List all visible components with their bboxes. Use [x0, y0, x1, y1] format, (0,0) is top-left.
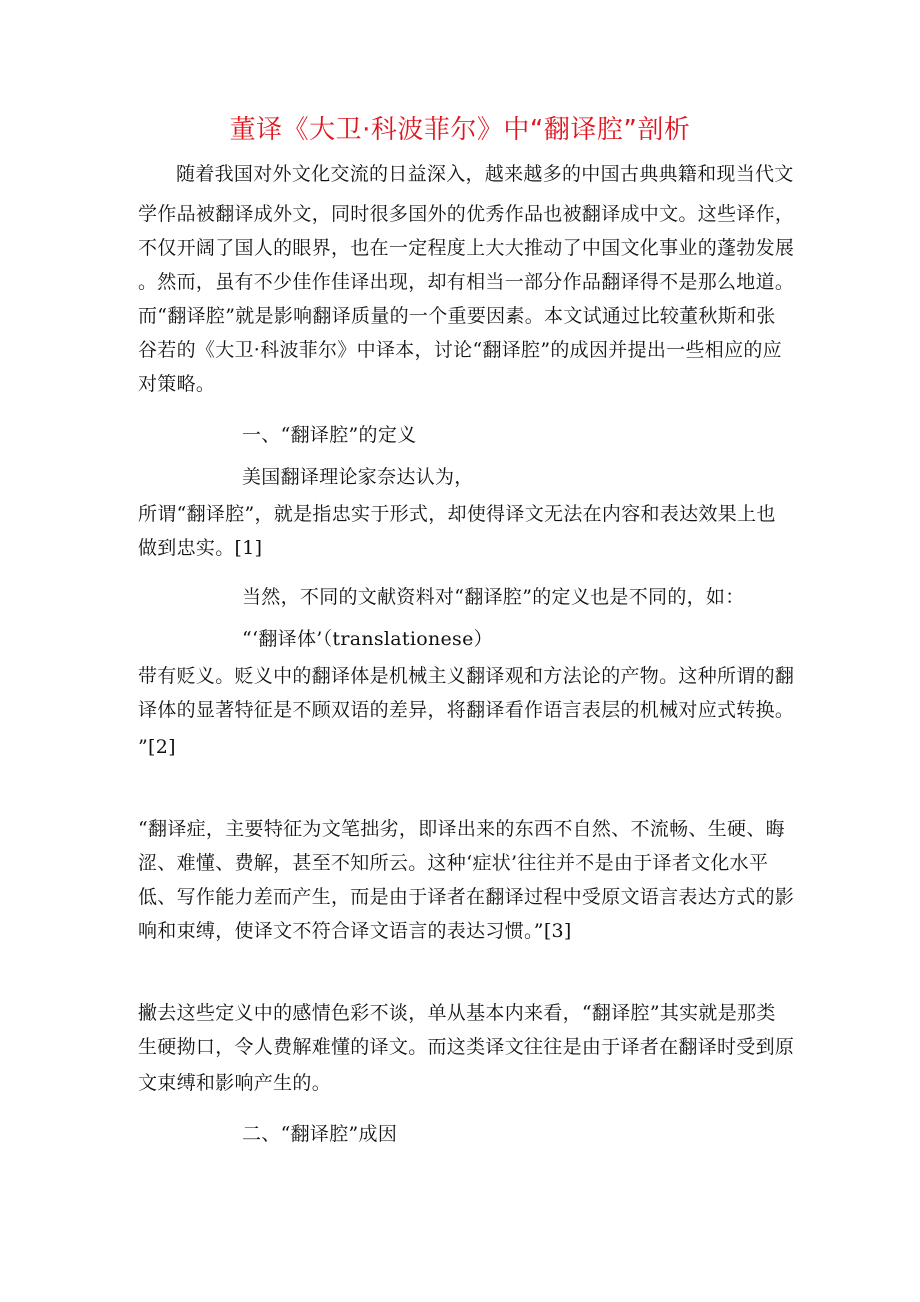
- text-line: 。然而，虽有不少佳作佳译出现，却有相当一部分作品翻译得不是那么地道。: [138, 271, 795, 293]
- text-line: 带有贬义。贬义中的翻译体是机械主义翻译观和方法论的产物。这种所谓的翻: [138, 665, 795, 687]
- text-line: 学作品被翻译成外文，同时很多国外的优秀作品也被翻译成中文。这些译作，: [138, 203, 795, 225]
- text-line: 文束缚和影响产生的。: [138, 1072, 332, 1094]
- text-line: 谷若的《大卫·科波菲尔》中译本，讨论“翻译腔”的成因并提出一些相应的应: [138, 339, 782, 361]
- text-line: 低、写作能力差而产生，而是由于译者在翻译过程中受原文语言表达方式的影: [138, 886, 795, 908]
- text-line: 当然，不同的文献资料对“翻译腔”的定义也是不同的，如：: [242, 586, 745, 608]
- text-line: 涩、难懂、费解，甚至不知所云。这种‘症状’往往并不是由于译者文化水平: [138, 852, 769, 874]
- document-title: 董译《大卫·科波菲尔》中“翻译腔”剖析: [229, 115, 691, 145]
- text-line: 所谓“翻译腔”，就是指忠实于形式，却使得译文无法在内容和表达效果上也: [138, 503, 776, 525]
- text-line: “‘翻译体’（translationese）: [242, 628, 493, 650]
- text-line: ”[2]: [138, 736, 176, 758]
- text-line: 不仅开阔了国人的眼界，也在一定程度上大大推动了中国文化事业的蓬勃发展: [138, 237, 795, 259]
- text-line: 美国翻译理论家奈达认为，: [242, 466, 474, 488]
- text-line: 撇去这些定义中的感情色彩不谈，单从基本内来看，“翻译腔”其实就是那类: [138, 1002, 776, 1024]
- text-line: 做到忠实。[1]: [138, 537, 263, 559]
- text-line: 响和束缚，使译文不符合译文语言的表达习惯。”[3]: [138, 920, 572, 942]
- text-line: 一、“翻译腔”的定义: [242, 424, 417, 446]
- text-line: 随着我国对外文化交流的日益深入，越来越多的中国古典典籍和现当代文: [176, 163, 794, 185]
- text-line: 而“翻译腔”就是影响翻译质量的一个重要因素。本文试通过比较董秋斯和张: [138, 305, 776, 327]
- text-line: 对策略。: [138, 373, 216, 395]
- text-line: “翻译症，主要特征为文笔拙劣，即译出来的东西不自然、不流畅、生硬、晦: [138, 818, 785, 840]
- text-line: 生硬拗口，令人费解难懂的译文。而这类译文往往是由于译者在翻译时受到原: [138, 1036, 795, 1058]
- text-line: 译体的显著特征是不顾双语的差异，将翻译看作语言表层的机械对应式转换。: [138, 699, 795, 721]
- text-line: 二、“翻译腔”成因: [242, 1123, 398, 1145]
